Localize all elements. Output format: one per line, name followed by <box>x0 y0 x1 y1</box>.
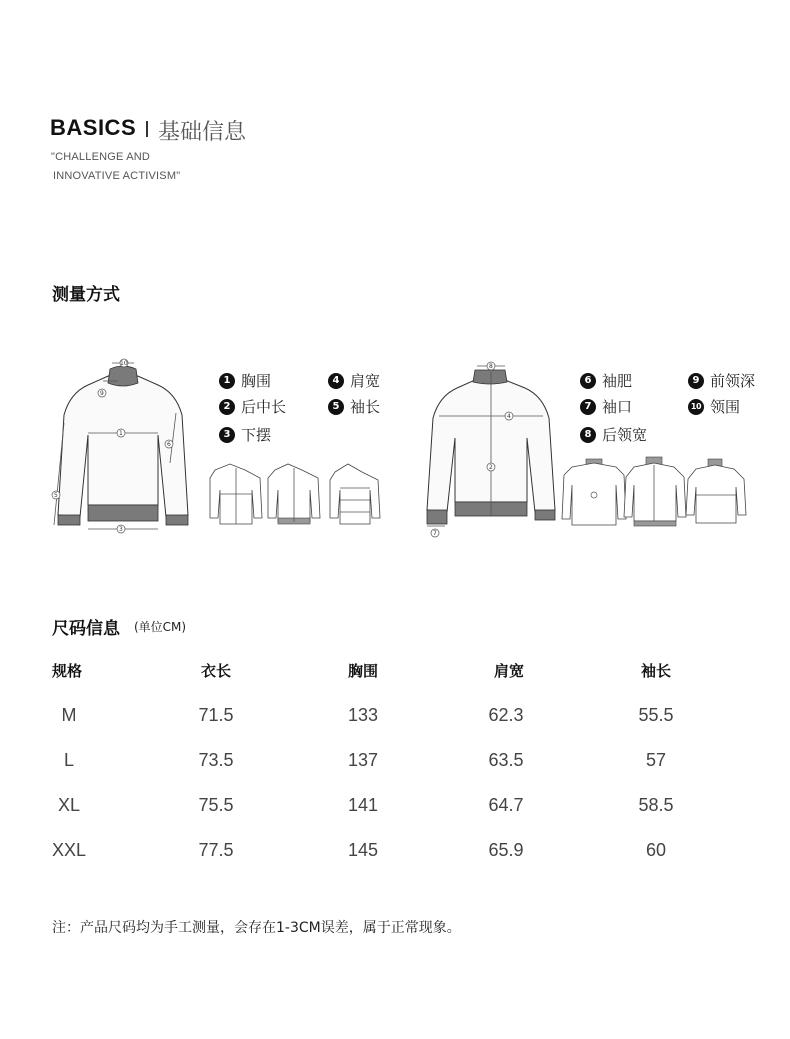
front-mark-1 <box>117 429 125 437</box>
back-mark-4 <box>505 412 513 420</box>
legend-item-1 <box>219 370 271 391</box>
legend-item-9 <box>688 370 755 391</box>
small-front-garments <box>200 460 390 532</box>
cell-size: XXL <box>51 840 87 860</box>
front-mark-10 <box>120 359 128 367</box>
slogan-line-1: "CHALLENGE AND <box>51 151 151 163</box>
cell-length: 73.5 <box>198 750 234 770</box>
number-9-icon: 9 <box>688 373 704 389</box>
svg-text:1: 1 <box>119 430 123 437</box>
legend-label-1: 胸围 <box>241 372 272 390</box>
legend-label-2: 后中长 <box>241 398 287 416</box>
svg-text:5: 5 <box>54 492 58 499</box>
cell-shoulder: 63.5 <box>488 750 524 770</box>
front-garment-diagram <box>48 355 198 540</box>
column-header-size: 规格 <box>52 662 83 680</box>
small-jacket-front <box>268 464 320 524</box>
cell-size: M <box>61 705 77 725</box>
svg-text:6: 6 <box>167 441 171 448</box>
front-mark-5 <box>52 491 60 499</box>
cell-sleeve: 55.5 <box>638 705 674 725</box>
number-3-icon: 3 <box>219 427 235 443</box>
cell-length: 75.5 <box>198 795 234 815</box>
brand-title: BASICS <box>50 115 137 140</box>
legend-item-2 <box>219 396 286 417</box>
cell-sleeve: 57 <box>645 750 667 770</box>
number-8-icon: 8 <box>580 427 596 443</box>
unit-note: (单位CM) <box>134 620 187 634</box>
number-1-icon: 1 <box>219 373 235 389</box>
number-4-icon: 4 <box>328 373 344 389</box>
brand-subtitle: 基础信息 <box>158 120 247 145</box>
cell-size: L <box>63 750 75 770</box>
legend-item-8 <box>580 424 647 445</box>
legend-item-7 <box>580 396 632 417</box>
legend-label-10: 领围 <box>710 398 741 416</box>
back-mark-8 <box>487 362 495 370</box>
legend-label-4: 肩宽 <box>350 372 381 390</box>
legend-item-6 <box>580 370 632 391</box>
legend-label-6: 袖肥 <box>602 372 633 390</box>
small-shirt-back <box>562 459 626 525</box>
legend-item-10 <box>688 396 740 417</box>
small-puffer-back <box>686 459 746 523</box>
legend-label-9: 前领深 <box>710 372 756 390</box>
front-mark-3 <box>117 525 125 533</box>
number-6-icon: 6 <box>580 373 596 389</box>
legend-label-3: 下摆 <box>241 426 272 444</box>
cell-shoulder: 62.3 <box>488 705 524 725</box>
svg-text:8: 8 <box>489 363 493 370</box>
cell-shoulder: 65.9 <box>488 840 524 860</box>
number-2-icon: 2 <box>219 399 235 415</box>
size-title: 尺码信息 <box>52 619 120 639</box>
legend-label-5: 袖长 <box>350 398 381 416</box>
small-jacket-back <box>624 457 686 526</box>
back-mark-2 <box>487 463 495 471</box>
cell-shoulder: 64.7 <box>488 795 524 815</box>
cell-chest: 141 <box>347 795 379 815</box>
small-shirt-front <box>210 464 262 524</box>
small-puffer-front <box>330 464 380 524</box>
column-header-length: 衣长 <box>200 662 232 680</box>
cell-sleeve: 58.5 <box>638 795 674 815</box>
svg-text:4: 4 <box>507 413 511 420</box>
legend-label-8: 后领宽 <box>602 426 648 444</box>
legend-item-3 <box>219 424 271 445</box>
number-7-icon: 7 <box>580 399 596 415</box>
brand-divider <box>146 121 148 137</box>
cell-length: 77.5 <box>198 840 234 860</box>
slogan-line-2: INNOVATIVE ACTIVISM" <box>53 170 181 182</box>
legend-label-7: 袖口 <box>602 398 633 416</box>
column-header-sleeve: 袖长 <box>640 662 672 680</box>
cell-sleeve: 60 <box>645 840 667 860</box>
svg-text:3: 3 <box>119 526 123 533</box>
legend-item-4 <box>328 370 380 391</box>
column-header-shoulder: 肩宽 <box>493 662 525 680</box>
front-mark-9 <box>98 389 106 397</box>
measurement-footnote: 注：产品尺码均为手工测量，会存在1-3CM误差，属于正常现象。 <box>52 920 461 936</box>
column-header-chest: 胸围 <box>347 662 379 680</box>
front-mark-6 <box>165 440 173 448</box>
svg-text:10: 10 <box>120 360 128 367</box>
number-5-icon: 5 <box>328 399 344 415</box>
back-mark-7 <box>431 529 439 537</box>
svg-text:2: 2 <box>489 464 493 471</box>
cell-chest: 137 <box>347 750 379 770</box>
cell-size: XL <box>57 795 81 815</box>
svg-text:9: 9 <box>100 390 104 397</box>
cell-chest: 133 <box>347 705 379 725</box>
measure-title: 测量方式 <box>52 285 120 305</box>
number-10-icon: 10 <box>688 399 704 415</box>
cell-chest: 145 <box>347 840 379 860</box>
small-back-garments <box>558 455 748 535</box>
back-garment-diagram <box>425 360 565 540</box>
cell-length: 71.5 <box>198 705 234 725</box>
legend-item-5 <box>328 396 380 417</box>
svg-text:7: 7 <box>433 530 437 537</box>
